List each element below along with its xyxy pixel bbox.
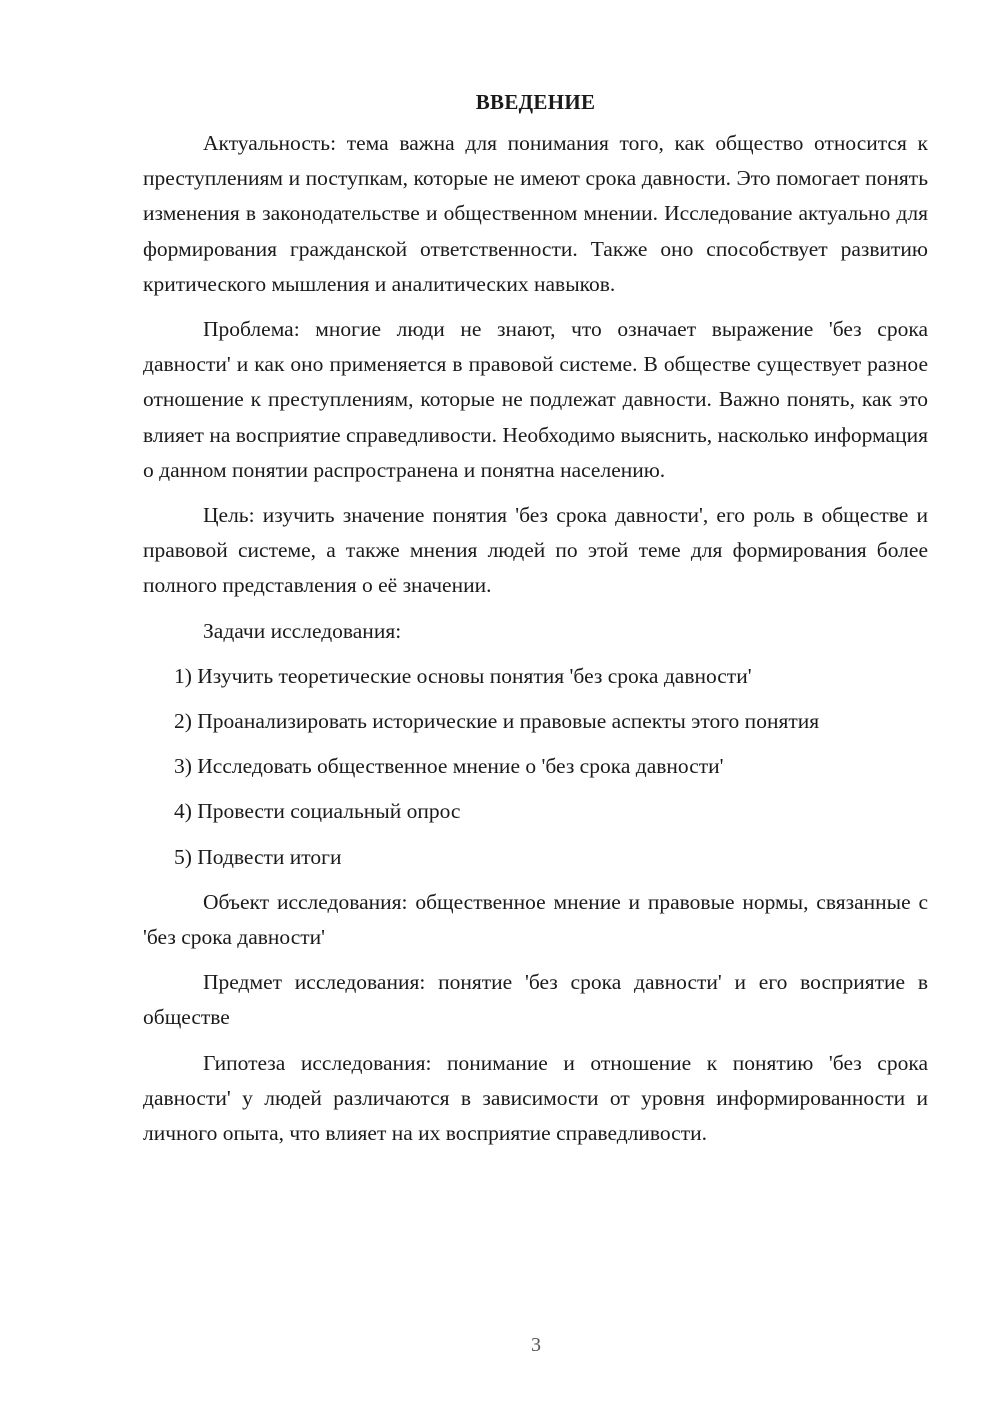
- goal-paragraph: Цель: изучить значение понятия 'без срока давности', его роль в обществе и правовой системе, а также мнения людей по этой теме для формирования более полного представления о её значении.: [143, 503, 928, 598]
- task-item: 4) Провести социальный опрос: [174, 799, 461, 824]
- task-item: 5) Подвести итоги: [174, 844, 342, 869]
- task-item: 3) Исследовать общественное мнение о 'без срока давности': [174, 754, 724, 779]
- document-page: [143, 88, 928, 1161]
- tasks-list: [143, 659, 928, 875]
- page-number: 3: [531, 1334, 541, 1356]
- problem-paragraph: Проблема: многие люди не знают, что означает выражение 'без срока давности' и как оно применяется в правовой системе. В обществе существует разное отношение к преступлениям, которые не подлежат давности. Важно понять, как это влияет на восприятие справедливости. Необходимо выяснить, насколько информация о данном понятии распространена и понятна населению.: [143, 317, 928, 482]
- section-title: ВВЕДЕНИЕ: [475, 90, 596, 114]
- hypothesis-paragraph: Гипотеза исследования: понимание и отношение к понятию 'без срока давности' у людей различаются в зависимости от уровня информированности и личного опыта, что влияет на их восприятие справедливости.: [143, 1050, 928, 1146]
- relevance-paragraph: Актуальность: тема важна для понимания того, как общество относится к преступлениям и поступкам, которые не имеют срока давности. Это помогает понять изменения в законодательстве и общественном мнении. Исследование актуально для формирования гражданской ответственности. Также оно способствует развитию критического мышления и аналитических навыков.: [143, 131, 928, 296]
- object-paragraph: Объект исследования: общественное мнение и правовые нормы, связанные с 'без срока давности': [143, 889, 928, 950]
- subject-paragraph: Предмет исследования: понятие 'без срока давности' и его восприятие в обществе: [143, 970, 928, 1030]
- task-item: 2) Проанализировать исторические и правовые аспекты этого понятия: [174, 709, 820, 734]
- tasks-heading: Задачи исследования:: [203, 618, 402, 643]
- task-item: 1) Изучить теоретические основы понятия 'без срока давности': [174, 663, 752, 688]
